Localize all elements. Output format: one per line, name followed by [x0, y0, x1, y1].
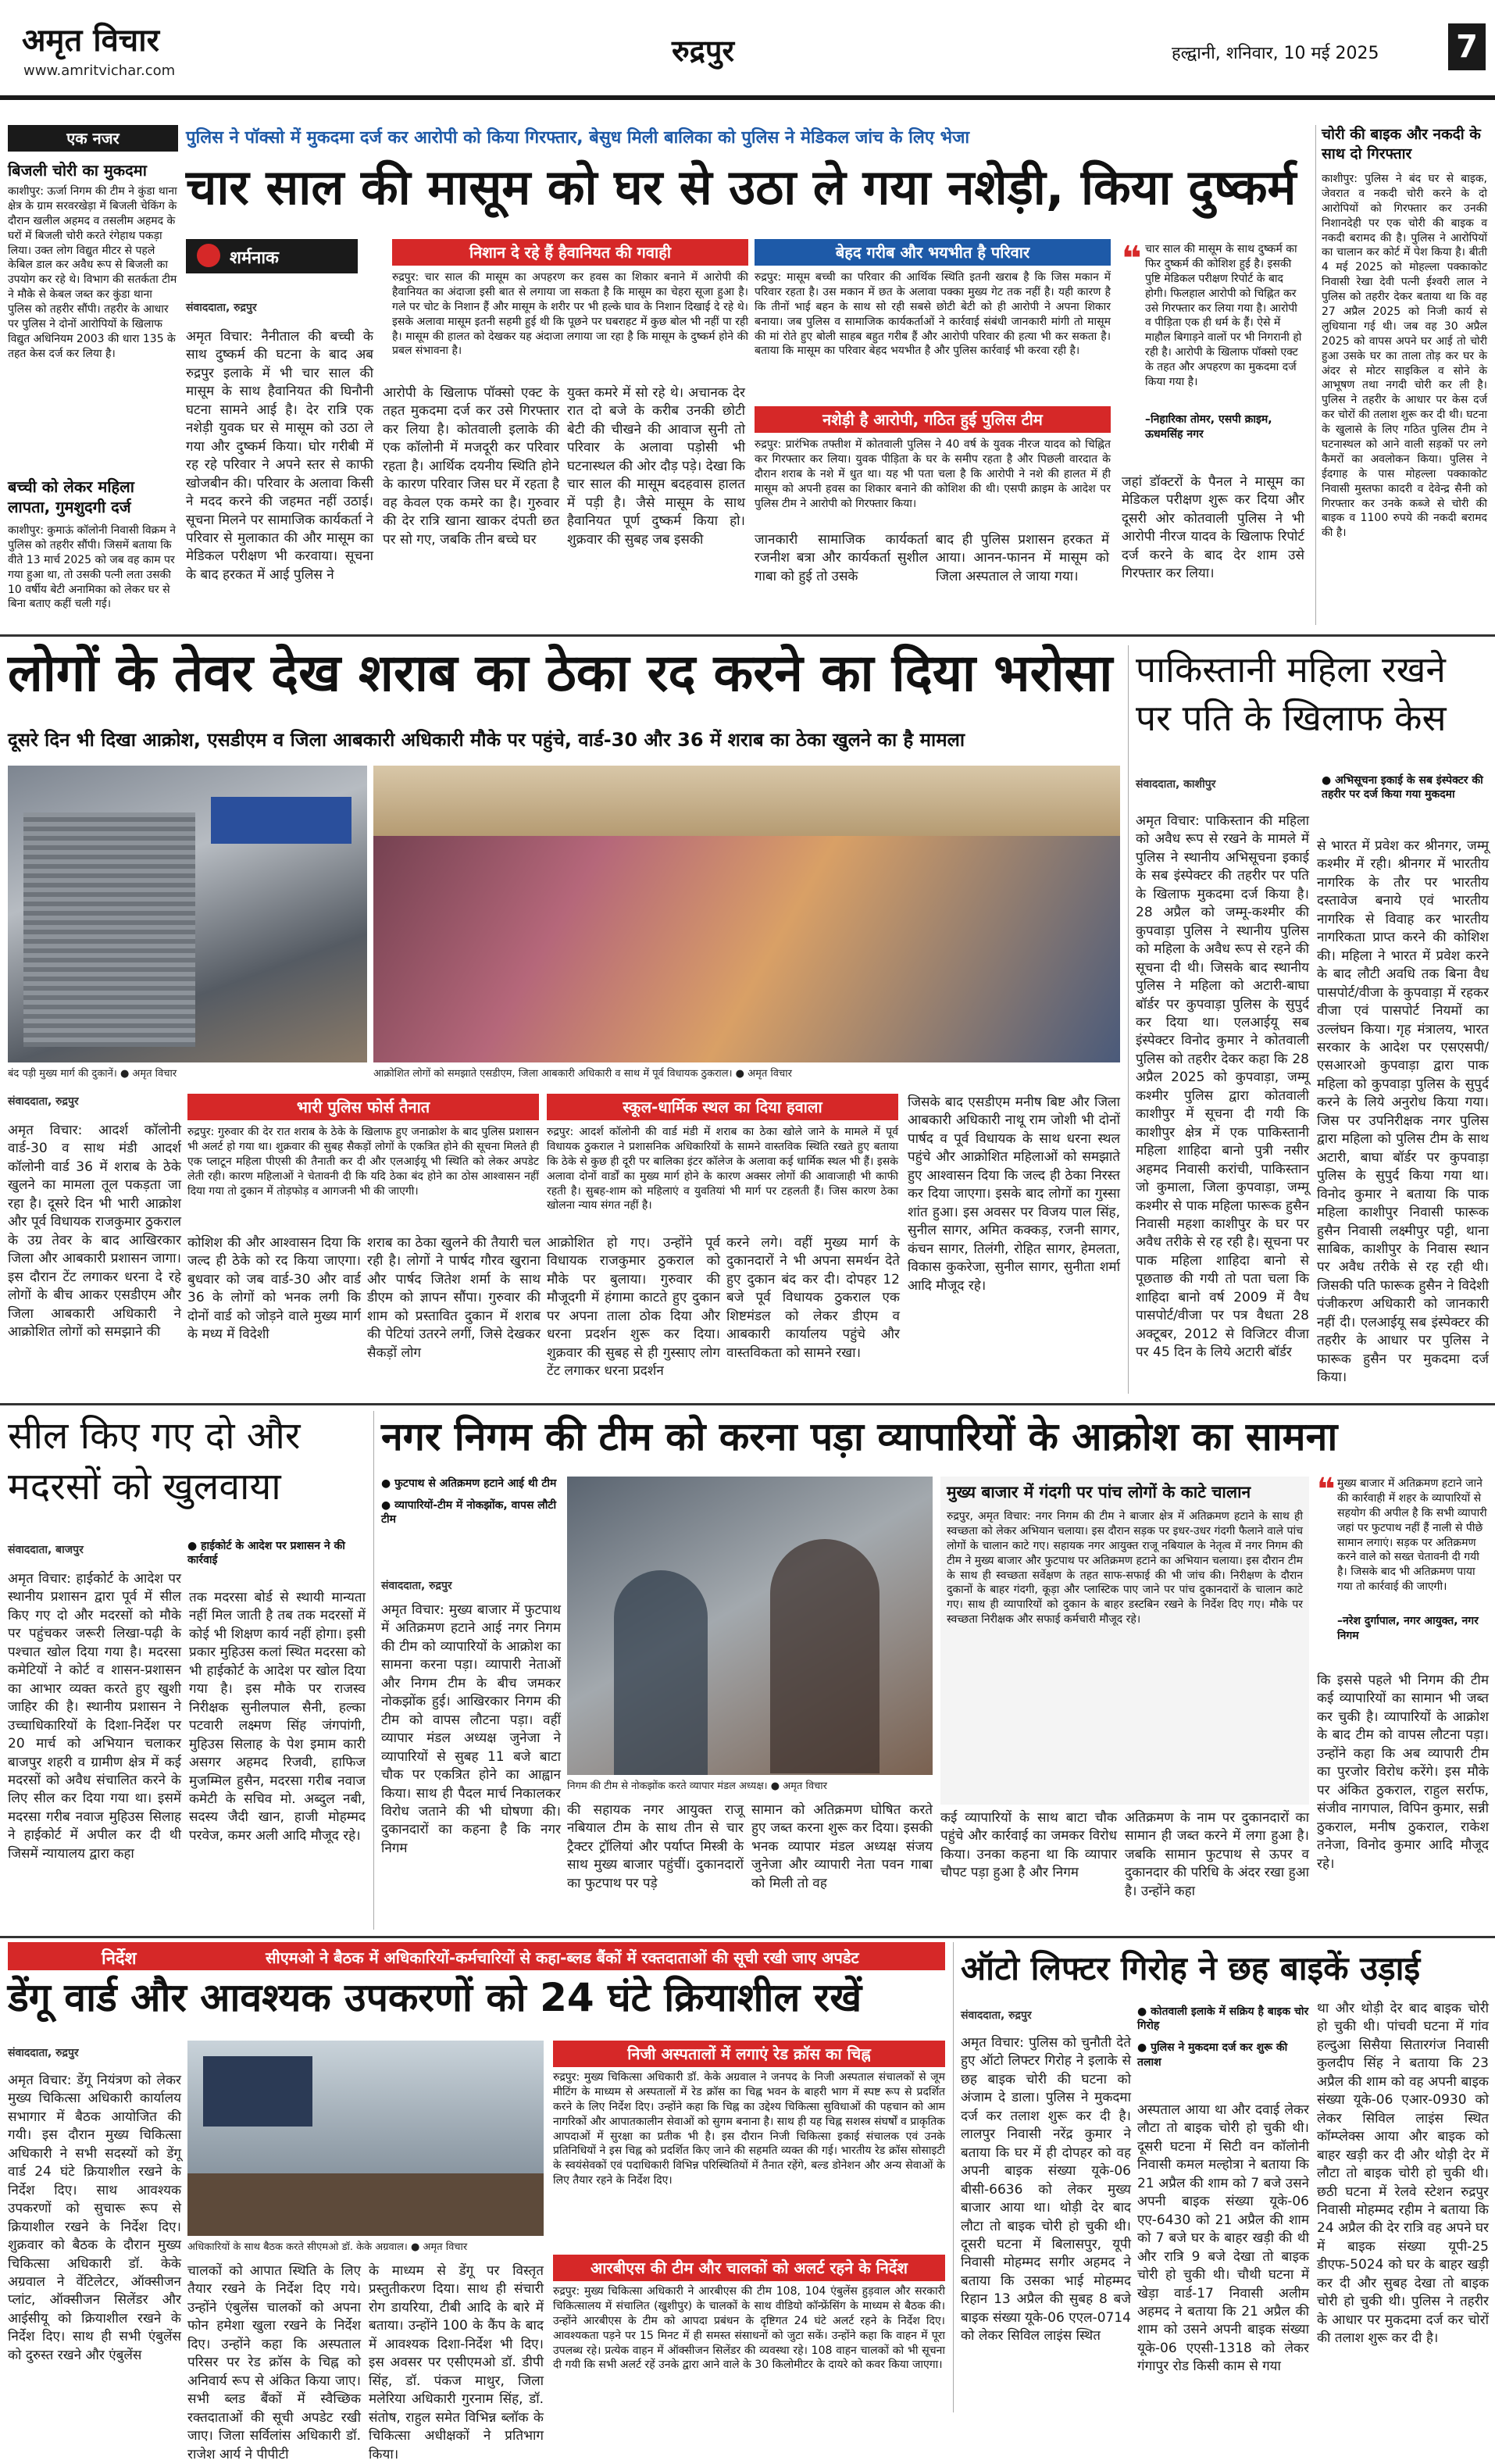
quote-mark-icon: ❝	[1122, 239, 1142, 279]
story-column: था और थोड़ी देर बाद बाइक चोरी हो चुकी थी। पांचवी घटना में गांव हल्दुआ सिसैया सितारगंज निवासी कुलदीप सिंह ने बताया कि 23 अप्रैल की शाम को वह अपनी बाइक संख्या यूके-06 एआर-0930 को लेकर सिविल लाइंस स्थित कॉम्प्लेक्स आया और बाइक को बाहर खड़ी कर दी और थोड़ी देर में लौटा तो बाइक चोरी हो चुकी थी। छठी घटना में रेलवे स्टेशन रुद्रपुर निवासी मोहम्मद रहीम ने बताया कि 24 अप्रैल की देर रात्रि वह अपने घर में बाइक संख्या यूपी-25 डीएफ-5024 को घर के बाहर खड़ी कर दी और सुबह देखा तो बाइक चोरी हो चुकी थी। पुलिस ने तहरीर के आधार पर मुकदमा दर्ज कर चोरों की तलाश शुरू कर दी है।	[1317, 2001, 1489, 2347]
quote-author: –नरेश दुर्गापाल, नगर आयुक्त, नगर निगम	[1337, 1615, 1479, 1642]
subhead-bar: स्कूल-धार्मिक स्थल का दिया हवाला	[547, 1094, 898, 1120]
story-headline: चार साल की मासूम को घर से उठा ले गया नशेड़ी, किया दुष्कर्म	[186, 159, 1297, 216]
subhead-body: रुद्रपुर: मुख्य चिकित्सा अधिकारी डॉ. केके अग्रवाल ने जनपद के निजी अस्पताल संचालकों से जूम मीटिंग के माध्यम से अस्पतालों में रेड क्रॉस का चिह्न भवन के बाहरी भाग में स्पष्ट रूप से प्रदर्शित करने के लिए निर्देश दिए। उन्होंने कहा कि चिह्न का उद्देश्य चिकित्सा सुविधाओं की पहचान को आम नागरिकों और आपातकालीन सेवाओं को सुगम बनाना है। साथ ही यह चिह्न सशस्त्र संघर्षों व प्राकृतिक आपदाओं में सुरक्षा का प्रतीक भी है। इस दौरान निजी चिकित्सा इकाई संचालक एवं उनके प्रतिनिधियों ने इस चिह्न को प्रदर्शित किए जाने की सहमति व्यक्त की गई। भारतीय रेड क्रॉस सोसाइटी के स्वयंसेवकों एवं पदाधिकारी विभिन्न परिस्थितियों में तैनात रहेंगे, बल्ड डोनेशन और अन्य सेवाओं के लिए तैयार रहने के निर्देश दिए।	[553, 2071, 945, 2187]
quote-text: चार साल की मासूम के साथ दुष्कर्म का फिर दुष्कर्म की कोशिश हुई है। इसकी पुष्टि मेडिकल परीक्षण रिपोर्ट के बाद होगी। फिलहाल आरोपी को चिह्नित कर उसे गिरफ्तार कर लिया गया है। आरोपी व पीड़िता एक ही धर्म के हैं। ऐसे में माहौल बिगाड़ने वालों पर भी निगरानी हो रही है। आरोपी के खिलाफ पॉक्सो एक्ट के तहत और अपहरण का मुकदमा दर्ज किया गया है।	[1145, 243, 1302, 389]
photo-caption: निगम की टीम से नोकझोंक करते व्यापार मंडल अध्यक्ष। ● अमृत विचार	[567, 1778, 933, 1795]
story-column: जानकारी सामाजिक कार्यकर्ता रजनीश बत्रा और कार्यकर्ता सुशील गाबा को हुई तो उसके	[755, 532, 928, 584]
subhead-bar: निशान दे रहे हैं हैवानियत की गवाही	[392, 239, 748, 266]
brief-headline: बच्ची को लेकर महिला लापता, गुमशुदगी दर्ज	[8, 477, 134, 516]
story-headline: डेंगू वार्ड और आवश्यक उपकरणों को 24 घंटे क्रियाशील रखें	[8, 1975, 862, 2020]
tag-label: शर्मनाक	[230, 248, 279, 268]
bullet-item	[1137, 2041, 1309, 2069]
section-rule	[0, 1403, 1495, 1405]
story-column: शराब का ठेका खुलने की तैयारी चल रही है। लोगों ने पार्षद गौरव खुराना और पार्षद जितेश शर्मा के साथ डीएम को ज्ञापन सौंपा। गुरुवार की शाम को प्रस्तावित दुकान में शराब की पेटियां उतरने लगीं, जिसे देखकर सैकड़ों लोग	[367, 1235, 541, 1361]
photo-caption: आक्रोशित लोगों को समझाते एसडीएम, जिला आबकारी अधिकारी व साथ में पूर्व विधायक ठुकराल। ● अमृत विचार	[373, 1066, 1120, 1083]
story-column: आक्रोशित हो गए। उन्होंने पूर्व विधायक राजकुमार ठुकराल को मौके पर बुलाया। गुरुवार की मौजूदगी में हंगामा काटते हुए दुकान पर अपना ताला ठोक दिया और धरना प्रदर्शन शुरू कर दिया। शुक्रवार की सुबह से ही गुस्साए लोग टेंट लगाकर धरना प्रदर्शन	[547, 1235, 720, 1380]
bullet-icon: ●	[1137, 2005, 1151, 2018]
story-column: कई व्यापारियों के साथ बाटा चौक पहुंचे और कार्रवाई का जमकर विरोध किया। उनका कहना था कि व्यापार चौपट पड़ा हुआ है और निगम	[940, 1810, 1117, 1881]
bullet-icon: ●	[187, 1540, 198, 1552]
subhead-bar: आरबीएस की टीम और चालकों को अलर्ट रहने के निर्देश	[553, 2255, 945, 2281]
byline: संवाददाता, रुद्रपुर	[186, 302, 257, 314]
story-column: से भारत में प्रवेश कर श्रीनगर, जम्मू कश्मीर में रही। श्रीनगर में भारतीय नागरिक के तौर पर भारतीय दस्तावेज बनाये एवं भारतीय नागरिक से विवाह कर भारतीय नागरिकता प्राप्त करने की कोशिश की। महिला ने भारत में प्रवेश करने के बाद लौटी अवधि तक बिना वैध पासपोर्ट/वीजा के कुपवाड़ा में रहकर वीजा एवं पासपोर्ट नियमों का उल्लंघन किया। गृह मंत्रालय, भारत सरकार के आदेश पर एसएसपी/एसआरओ कुपवाड़ा द्वारा पाक महिला को कुपवाड़ा पुलिस के सुपुर्द करने के लिये अनुरोध किया गया। जिस पर उपनिरीक्षक नगर पुलिस द्वारा महिला को पुलिस टीम के साथ अटारी, बाघा बॉर्डर पर कुपवाड़ा पुलिस के सुपुर्द किया गया था। विनोद कुमार ने बताया कि पाक महिला काशीपुर निवासी फारूक हुसैन निवासी लक्ष्मीपुर पट्टी, थाना साबिक, काशीपुर के निवास स्थान पर अवैध तरीके से रह रही थी। जिसकी पति फारूक हुसैन ने विदेशी पंजीकरण अधिकारी को जानकारी नहीं दी। एलआईयू सब इंस्पेक्टर की तहरीर के आधार पर पुलिस ने फारूक हुसैन पर मुकदमा दर्ज किया।	[1317, 838, 1489, 1386]
brand-logo: अमृत विचार	[22, 22, 159, 59]
quote-box	[1122, 239, 1304, 625]
story-column: अमृत विचार: नैनीताल की बच्ची के साथ दुष्कर्म की घटना के बाद अब रुद्रपुर इलाके में भी चार साल की मासूम के साथ हैवानियत की घिनौनी घटना सामने आई है। देर रात्रि एक नशेड़ी युवक घर से मासूम को उठा ले गया और दुष्कर्म किया। घोर गरीबी में रह रहे परिवार ने अपने स्तर से काफी खोजबीन की। परिवार के अलावा किसी ने मदद करने की जहमत नहीं उठाई। सूचना मिलने पर सामाजिक कार्यकर्ता ने परिवार से मुलाकात की और मासूम का मेडिकल परीक्षण भी करवाया। सूचना के बाद हरकत में आई पुलिस ने	[186, 329, 373, 583]
story-column: अतिक्रमण के नाम पर दुकानदारों का सामान ही जब्त करने में लगा हुआ है। जबकि सामान फुटपाथ से ऊपर व दुकानदार की परिधि के अंदर रखा हुआ है। उन्होंने कहा	[1125, 1810, 1309, 1899]
subhead-bar: बेहद गरीब और भयभीत है परिवार	[755, 239, 1111, 266]
bullet-text: पुलिस ने मुकदमा दर्ज कर शुरू की तलाश	[1137, 2041, 1288, 2069]
section-title: रुद्रपुर	[672, 34, 735, 68]
byline: संवाददाता, रुद्रपुर	[8, 2047, 79, 2059]
subhead-body: रुद्रपुर: प्रारंभिक तफ्तीश में कोतवाली पुलिस ने 40 वर्ष के युवक नीरज यादव को चिह्नित कर गिरफ्तार कर लिया। युवक पीड़िता के घर के समीप रहता है और पिछली वारदात के दौरान शराब के नशे में धुत था। यह भी पता चला है कि आरोपी ने नशे की हालत में ही मासूम को अपनी हवस का शिकार बनाने की कोशिश की थी। एसपी क्राइम के आदेश पर पुलिस टीम ने आरोपी को गिरफ्तार किया।	[755, 438, 1111, 510]
bullet-item	[381, 1477, 561, 1491]
subhead-body: रुद्रपुर: आदर्श कॉलोनी की वार्ड मंडी में शराब का ठेका खोले जाने के मामले में पूर्व विधायक ठुकराल ने प्रशासनिक अधिकारियों के सामने वास्तविक स्थिति रखते हुए बताया कि ठेके से कुछ ही दूरी पर बालिका इंटर कॉलेज के अलावा कई धार्मिक स्थल भी हैं। इसके अलावा दोनों वार्डों का मुख्य मार्ग होने के कारण अक्सर लोगों की आवाजाही भी काफी रहती है। सुबह-शाम को महिलाएं व युवतियां भी मार्ग पर टहलती हैं। जिस कारण ठेका खोलना न्याय संगत नहीं है।	[547, 1126, 898, 1212]
byline: संवाददाता, बाजपुर	[8, 1544, 84, 1556]
byline: संवाददाता, रुद्रपुर	[961, 2009, 1032, 2022]
story-column: कोशिश की और आश्वासन दिया कि जल्द ही ठेके को रद किया जाएगा। बुधवार को जब वार्ड-30 और वार्ड 36 के लोगों को भनक लगी कि दोनों वार्ड को जोड़ने वाले मुख्य मार्ग के मध्य में विदेशी	[187, 1235, 361, 1343]
bullet-point	[187, 1539, 364, 1583]
story-column: अमृत विचार: आदर्श कॉलोनी वार्ड-30 व साथ मंडी आदर्श कॉलोनी वार्ड 36 में शराब के ठेके खुलने का मामला तूल पकड़ता जा रहा है। दूसरे दिन भी भारी आक्रोश और पूर्व विधायक राजकुमार ठुकराल के उग्र तेवर के बाद आखिरकार जिला और आबकारी प्रशासन जागा। इस दौरान टेंट लगाकर धरना दे रहे लोगों के बीच आकर एसडीएम और जिला आबकारी अधिकारी ने आक्रोशित लोगों को समझाने की	[8, 1123, 181, 1340]
date-line: हल्द्वानी, शनिवार, 10 मई 2025	[1172, 44, 1379, 63]
bullet-list	[381, 1477, 561, 1562]
story-column: युक्त कमरे में सो रहे थे। अचानक देर रात दो बजे के करीब उनकी छोटी बेटी की चीखने की आवाज सुनी तो परिवार के अलावा पड़ोसी भी घटनास्थल की ओर दौड़ पड़े। देखा कि चार साल की मासूम बदहवास हालत में पड़ी है। जैसे मासूम के साथ हैवानियत पूर्ण दुष्कर्म किया हो। शुक्रवार की सुबह जब इसकी	[567, 385, 745, 548]
photo-meeting	[187, 2041, 544, 2236]
subhead-body: रुद्रपुर: मासूम बच्ची का परिवार की आर्थिक स्थिति इतनी खराब है कि जिस मकान में परिवार रहता है। उस मकान में छत के अलावा पक्का मुख्य गेट तक नहीं है। यही कारण है कि तीनों भाई बहन के साथ सो रही सबसे छोटी बेटी को ही आरोपी ने अपना शिकार बनाया। जब पुलिस व सामाजिक कार्यकर्ताओं ने कार्रवाई संबंधी जानकारी मांगी तो मासूम की मां रोते हुए बोली साहब बहुत गरीब हैं और आरोपी परिवार की हत्या भी कर सकता है। बताया कि मासूम का परिवार बेहद भयभीत है और पुलिस कार्रवाई भी करवा रही है।	[755, 271, 1111, 358]
screen	[203, 2056, 312, 2127]
column-divider	[1315, 125, 1316, 625]
masthead-rule	[0, 95, 1495, 100]
byline: संवाददाता, रुद्रपुर	[381, 1580, 452, 1592]
bullet-list	[1137, 2005, 1309, 2091]
box-body: रुद्रपुर, अमृत विचार: नगर निगम की टीम ने बाजार क्षेत्र में अतिक्रमण हटाने के साथ ही स्वच्छता को लेकर अभियान चलाया। इस दौरान सड़क पर इधर-उधर गंदगी फैलाने वाले पांच लोगों के चालान काटे गए। सहायक नगर आयुक्त राजू नबियाल के नेतृत्व में नगर निगम की टीम ने मुख्य बाजार और फुटपाथ पर अतिक्रमण हटाने का अभियान चलाया। इस दौरान टीम के साथ ही स्वच्छता सर्वेक्षण के तहत साफ-सफाई की भी जांच की। निरीक्षण के दौरान दुकानों के बाहर गंदगी, कूड़ा और प्लास्टिक पाए जाने पर पांच दुकानदारों के चालान काटे गए। साथ ही व्यापारियों को दुकान के बाहर डस्टबिन रखने के निर्देश दिए गए। मौके पर स्वच्छता निरीक्षक और सफाई कर्मचारी मौजूद रहे।	[947, 1510, 1303, 1627]
box-headline: मुख्य बाजार में गंदगी पर पांच लोगों के काटे चालान	[947, 1483, 1251, 1502]
photo-protest	[373, 766, 1120, 1062]
side-body: काशीपुर: पुलिस ने बंद घर से बाइक, जेवरात व नकदी चोरी करने के दो आरोपियों को गिरफ्तार कर उनकी निशानदेही पर एक चोरी की बाइक व नकदी बरामद की है। पुलिस ने आरोपियों का चालान कर कोर्ट में पेश किया है। बीती 4 मई 2025 को मोहल्ला पक्काकोट निवासी रेखा देवी पत्नी ईश्वरी लाल ने पुलिस को तहरीर देकर बताया था कि वह 27 अप्रैल 2025 को निजी कार्य से लुधियाना गई थी। जब वह 30 अप्रैल 2025 को वापस अपने घर आई तो चोरी हुआ उसके घर का ताला तोड़ कर घर के अंदर से मोटर साइकिल व सोने के आभूषण तथा नगदी चोरी कर ली है। पुलिस ने तहरीर के आधार पर केस दर्ज कर चोरों की तलाश शुरू कर दी थी। घटना के खुलासे के लिए गठित पुलिस टीम ने घटनास्थल को आने वाली सड़कों पर लगे कैमरों का अवलोकन किया। पुलिस ने ईदगाह के पास मोहल्ला पक्काकोट निवासी मुस्तफा कादरी व देवेन्द्र सैनी को गिरफ्तार कर उनके कब्जे से चोरी की बाइक व 1100 रुपये की नकदी बरामद की है।	[1322, 173, 1487, 540]
subhead-bar: नशेड़ी है आरोपी, गठित हुई पुलिस टीम	[755, 406, 1111, 433]
quote-mark-icon: ❝	[1317, 1472, 1336, 1508]
photo-traders-argument	[567, 1477, 933, 1775]
bullet-icon: ●	[381, 1477, 395, 1490]
story-headline: सील किए गए दो और मदरसों को खुलवाया	[8, 1414, 301, 1509]
subhead-body: रुद्रपुर: मुख्य चिकित्सा अधिकारी ने आरबीएस की टीम 108, 104 एंबुलेंस हुड़वाल और सरकारी चिकित्सालय में संचालित (खुशीपुर) के चालकों के साथ वीडियो कॉन्फ्रेंसिंग के माध्यम से बैठक की। उन्होंने आरबीएस के टीम को आपदा प्रबंधन के दृष्टिगत 24 घंटे अलर्ट रहने के निर्देश दिए। आवश्यकता पड़ने पर 15 मिनट में ही समस्त संसाधनों को जुटा सकें। उन्होंने कहा कि वाहन में पूरा उपलब्ध रहे। प्रत्येक वाहन में ऑक्सीजन सिलेंडर की व्यवस्था रहे। 108 वाहन चालकों को भी सूचना दी गयी कि सभी अलर्ट रहें उनके द्वारा आने वाले के 30 किलोमीटर के दायरे को कवर किया जाएगा।	[553, 2285, 945, 2372]
subhead-body: रुद्रपुर: गुरुवार की देर रात शराब के ठेके के खिलाफ हुए जनाक्रोश के बाद पुलिस प्रशासन भी अलर्ट हो गया था। शुक्रवार की सुबह सैकड़ों लोगों के एकत्रित होने की सूचना मिलते ही एक प्लाटून महिला पीएसी की तैनाती कर दी और एलआईयू भी स्थिति को लेकर अपडेट लेती रही। कारण महिलाओं ने चेतावनी दी कि यदि ठेका बंद होने का ठोस आश्वासन नहीं दिया गया तो दुकान में तोड़फोड़ व आगजनी भी की जाएगी।	[187, 1126, 539, 1198]
story-column: अमृत विचार: पाकिस्तान की महिला को अवैध रूप से रखने के मामले में पुलिस ने स्थानीय अभिसूचना इकाई के सब इंस्पेक्टर की तहरीर पर पति के खिलाफ मुकदमा दर्ज किया है। 28 अप्रैल को जम्मू-कश्मीर की कुपवाड़ा पुलिस ने स्थानीय पुलिस को महिला के अवैध रूप से रहने की सूचना दी थी। जिसके बाद स्थानीय पुलिस ने महिला को अटारी-बाघा बॉर्डर पर कुपवाड़ा पुलिस के सुपुर्द कर दिया था। एलआईयू सब इंस्पेक्टर विनोद कुमार ने कोतवाली पुलिस को तहरीर देकर कहा कि 28 अप्रैल 2025 को कुपवाड़ा, जम्मू कश्मीर पुलिस द्वारा कोतवाली काशीपुर में सूचना दी गयी कि काशीपुर क्षेत्र में एक पाकिस्तानी महिला शाहिदा बानो पुत्री नसीर अहमद निवासी करांची, पाकिस्तान जो कुमाला, जिला कुपवाड़ा, जम्मू कश्मीर से पाक महिला फारूक हुसैन निवासी महशा काशीपुर के घर पर अवैध तरीके से रह रही है। सूचना पर पाक महिला शाहिदा बानो से पूछताछ की गयी तो पता चला कि शाहिदा बानो वर्ष 2009 में वैध पासपोर्ट/वीजा पर पत्र वैधता 28 अक्टूबर, 2012 से विजिटर वीजा पर 45 दिन के लिये अटारी बॉर्डर	[1136, 813, 1309, 1361]
story-column: अमृत विचार: पुलिस को चुनौती देते हुए ऑटो लिफ्टर गिरोह ने इलाके से छह बाइक चोरी की घटना को अंजाम दे डाला। पुलिस ने मुकदमा दर्ज कर तलाश शुरू कर दी है। लालपुर निवासी नरेंद्र कुमार ने बताया कि घर में ही दोपहर को वह अपनी बाइक संख्या यूके-06 बीसी-6636 को लेकर मुख्य बाजार आया था। थोड़ी देर बाद लौटा तो बाइक चोरी हो चुकी थी। दूसरी घटना में बिलासपुर, यूपी निवासी मोहम्मद सगीर अहमद ने बताया कि उसका भाई मोहम्मद रिहान 13 अप्रैल की सुबह 8 बजे बाइक संख्या यूके-06 एएल-0714 को लेकर सिविल लाइंस स्थित	[961, 2035, 1131, 2344]
side-headline: चोरी की बाइक और नकदी के साथ दो गिरफ्तार	[1322, 126, 1481, 162]
masthead	[0, 0, 1495, 102]
story-column: अमृत विचार: हाईकोर्ट के आदेश पर स्थानीय प्रशासन द्वारा पूर्व में सील किए गए दो और मदरसों को मौके पर पहुंचकर जरूरी लिखा-पढ़ी के पश्चात खोल दिया गया है। मदरसा कमेटियों ने कोर्ट व शासन-प्रशासन का आभार व्यक्त करते हुए खुशी जाहिर की है। स्थानीय प्रशासन ने उच्चाधिकारियों के दिशा-निर्देश पर 20 मार्च को अभियान चलाकर बाजपुर शहरी व ग्रामीण क्षेत्र में कई मदरसों को अवैध संचालित करने के लिए सील कर दिया गया था। इसमें मदरसा गरीब नवाज मुहिउस सिलाह ने हाईकोर्ट में अपील कर दी थी जिसमें न्यायालय द्वारा कहा	[8, 1571, 181, 1862]
brief-body: काशीपुर: ऊर्जा निगम की टीम ने कुंडा थाना क्षेत्र के ग्राम सरवरखेड़ा में बिजली चेकिंग के दौरान खलील अहमद व तसलीम अहमद के घरों में बिजली चोरी करते रंगेहाथ पकड़ा लिया। उक्त लोग विद्युत मीटर से पहले केबिल डाल कर अवैध रूप से बिजली का उपयोग कर रहे थे। विभाग की सतर्कता टीम ने मौके से केबल जब्त कर कुंडा थाना पुलिस को तहरीर सौंपी। तहरीर के आधार पर पुलिस ने दोनों आरोपियों के खिलाफ विद्युत अधिनियम 2003 की धारा 135 के तहत केस दर्ज कर लिया है।	[8, 185, 177, 360]
story-column: सामान को अतिक्रमण घोषित करते हुए जब्त करना शुरू कर दिया। इसकी भनक व्यापार मंडल अध्यक्ष संजय जुनेजा और व्यापारी नेता पवन गाबा को मिली तो वह	[751, 1802, 933, 1891]
bullet-point	[1322, 773, 1487, 828]
info-box	[940, 1477, 1309, 1805]
person-silhouette	[770, 1539, 880, 1773]
bullet-icon: ●	[381, 1499, 395, 1512]
story-column: अमृत विचार: मुख्य बाजार में फुटपाथ में अतिक्रमण हटाने आई नगर निगम की टीम को व्यापारियों के आक्रोश का सामना करना पड़ा। व्यापारी नेताओं और निगम टीम के बीच जमकर नोकझोंक हुई। आखिरकार निगम की टीम को वापस लौटना पड़ा। वहीं व्यापार मंडल अध्यक्ष जुनेजा ने व्यापारियों से सुबह 11 बजे बाटा चौक पर एकत्रित होने का आह्वान किया। साथ ही पैदल मार्च निकालकर विरोध जताने की भी घोषणा की। दुकानदारों का कहना है कि नगर निगम	[381, 1602, 561, 1856]
story-column: जहां डॉक्टरों के पैनल ने मासूम का मेडिकल परीक्षण शुरू कर दिया और दूसरी ओर कोतवाली पुलिस ने भी आरोपी नीरज यादव के खिलाफ रिपोर्ट दर्ज करने के बाद देर शाम उसे गिरफ्तार कर लिया।	[1122, 474, 1304, 582]
photo-shops-closed	[8, 766, 367, 1062]
byline: संवाददाता, काशीपुर	[1136, 778, 1216, 791]
story-headline: ऑटो लिफ्टर गिरोह ने छह बाइकें उड़ाई	[961, 1949, 1421, 1987]
bullet-text: फुटपाथ से अतिक्रमण हटाने आई थी टीम	[394, 1477, 557, 1490]
column-divider	[1128, 645, 1129, 1394]
story-column: के माध्यम से डेंगू पर विस्तृत प्रस्तुतीकरण दिया। साथ ही संचारी रोग डायरिया, टीबी आदि के बारे में बताया। उन्होंने 100 के कैंप के बाद में आवश्यक दिशा-निर्देश भी दिए। इस अवसर पर एसीएमओ डॉ. डीपी सिंह, डॉ. पंकज माथुर, जिला मलेरिया अधिकारी गुरनाम सिंह, डॉ. संतोष, राहुल समेत विभिन्न ब्लॉक के चिकित्सा अधीक्षकों ने प्रतिभाग किया।	[369, 2263, 544, 2462]
story-column: कि इससे पहले भी निगम की टीम कई व्यापारियों का सामान भी जब्त कर चुकी है। व्यापारियों के आक्रोश के बाद टीम को वापस लौटना पड़ा। उन्होंने कहा कि अब व्यापारी टीम का पुरजोर विरोध करेंगे। इस मौके पर अंकित ठुकराल, राहुल सर्राफ, संजीव नागपाल, विपिन कुमार, सन्नी ठुकराल, मनीष ठुकराल, राकेश तनेजा, विनोद कुमार आदि मौजूद रहे।	[1317, 1673, 1489, 1872]
subhead-bar: भारी पुलिस फोर्स तैनात	[187, 1094, 539, 1120]
section-label: निर्देश	[102, 1949, 137, 1969]
bullet-item	[1137, 2005, 1309, 2033]
person-silhouette	[614, 1570, 708, 1775]
subhead-body: रुद्रपुर: चार साल की मासूम का अपहरण कर हवस का शिकार बनाने में आरोपी की हैवानियत का अंदाजा इसी बात से लगाया जा सकता है कि मासूम का चेहरा सूजा हुआ है। गले पर चोट के निशान हैं और मासूम के शरीर पर भी हल्के घाव के निशान दिखाई दे रहे थे। इसके अलावा मासूम इतनी सहमी हुई थी कि पूछने पर घबराहट में कुछ बोल भी नहीं पा रही है। मासूम की हालत को देखकर यह अंदाजा लगाया जा रहा है कि मासूम के दुष्कर्म होने की प्रबल संभावना है।	[392, 271, 748, 358]
section-strip	[8, 1942, 945, 1970]
brief-headline: बिजली चोरी का मुकदमा	[8, 161, 147, 180]
story-column: की सहायक नगर आयुक्त राजू नबियाल टीम के साथ तीन से चार ट्रैक्टर ट्रॉलियां और पर्याप्त मिस्त्री के साथ मुख्य बाजार पहुंचीं। दुकानदारों का फुटपाथ पर पड़े	[567, 1802, 744, 1891]
side-story	[1322, 125, 1487, 625]
story-column: करने लगे। वहीं मुख्य मार्ग के दुकानदारों ने भी अपना समर्थन देते हुए दुकान बंद कर दी। दोपहर 12 बजे पूर्व विधायक ठुकराल एक शिष्टमंडल को लेकर डीएम व आबकारी कार्यालय पहुंचे और वास्तविकता को सामने रखा।	[726, 1235, 900, 1361]
bullet-icon: ●	[1137, 2041, 1151, 2055]
brand-url[interactable]: www.amritvichar.com	[23, 62, 176, 79]
story-tag	[186, 239, 358, 273]
story-column: तक मदरसा बोर्ड से स्थायी मान्यता नहीं मिल जाती है तब तक मदरसों में कोई भी शिक्षण कार्य नहीं होगा। इसी प्रकार मुहिउस कलां स्थित मदरसा को भी हाईकोर्ट के आदेश पर खोल दिया गया है। इस मौके पर राजस्व निरीक्षक सुनीलपाल सैनी, हल्का पटवारी लक्ष्मण सिंह जंगपांगी, मुहिउस सिलाह के पेश इमाम कारी असगर अहमद रिजवी, हाफिज मुजम्मिल हुसैन, मदरसा गरीब नवाज कमेटी के सचिव मो. अब्दुल नबी, सदस्य जैदी खान, हाजी मोहम्मद परवेज, कमर अली आदि मौजूद रहे।	[189, 1590, 366, 1844]
story-column: अस्पताल आया था और दवाई लेकर लौटा तो बाइक चोरी हो चुकी थी। दूसरी घटना में सिटी वन कॉलोनी निवासी कमल मल्होत्रा ने बताया कि 21 अप्रैल की शाम को 7 बजे उसने अपनी बाइक संख्या यूके-06 एए-6430 को 21 अप्रैल की शाम को 7 बजे घर के बाहर खड़ी की थी और रात्रि 9 बजे देखा तो बाइक चोरी हो चुकी थी। चौथी घटना में खेड़ा वार्ड-17 निवासी अलीम अहमद ने बताया कि 21 अप्रैल की शाम को उसने अपनी बाइक संख्या यूके-06 एएसी-1318 को लेकर गंगापुर रोड किसी काम से गया	[1137, 2102, 1309, 2375]
column-divider	[953, 1942, 954, 2412]
story-kicker: दूसरे दिन भी दिखा आक्रोश, एसडीएम व जिला आबकारी अधिकारी मौके पर पहुंचे, वार्ड-30 और 36 में शराब का ठेका खुलने का है मामला	[8, 729, 965, 751]
story-column: अमृत विचार: डेंगू नियंत्रण को लेकर मुख्य चिकित्सा अधिकारी कार्यालय सभागार में बैठक आयोजित की गयी। इस दौरान मुख्य चिकित्सा अधिकारी ने सभी सदस्यों को डेंगू वार्ड 24 घंटे क्रियाशील रखने के निर्देश दिए। साथ आवश्यक उपकरणों को सुचारू रूप से क्रियाशील रखने के निर्देश दिए। शुक्रवार को बैठक के दौरान मुख्य चिकित्सा अधिकारी डॉ. केके अग्रवाल ने वेंटिलेटर, ऑक्सीजन प्लांट, ऑक्सीजन सिलेंडर और आईसीयू को क्रियाशील रखने के निर्देश दिए। साथ ही सभी एंबुलेंस को दुरुस्त रखने और एंबुलेंस	[8, 2073, 181, 2363]
story-headline: लोगों के तेवर देख शराब का ठेका रद करने का दिया भरोसा	[8, 643, 1113, 703]
bullet-text: हाईकोर्ट के आदेश पर प्रशासन ने की कार्रवाई	[187, 1540, 345, 1567]
story-kicker: पुलिस ने पॉक्सो में मुकदमा दर्ज कर आरोपी को किया गिरफ्तार, बेसुध मिली बालिका को पुलिस ने मेडिकल जांच के लिए भेजा	[186, 128, 970, 148]
quote-text: मुख्य बाजार में अतिक्रमण हटाने जाने की कार्रवाही में शहर के व्यापारियों से सहयोग की अपील है कि सभी व्यापारी जहां पर फुटपाथ नहीं हैं नाली से पीछे सामान लगाएं। सड़क पर अतिक्रमण करने वाले को सख्त चेतावनी दी गयी है। जिसके बाद भी अतिक्रमण पाया गया तो कार्रवाई की जाएगी।	[1337, 1477, 1487, 1594]
section-rule	[0, 634, 1495, 637]
photo-caption: अधिकारियों के साथ बैठक करते सीएमओ डॉ. केके अग्रवाल। ● अमृत विचार	[187, 2239, 544, 2256]
story-column: चालकों को आपात स्थिति के लिए तैयार रखने के निर्देश दिए गये। उन्होंने एंबुलेंस चालकों को अपना फोन हमेशा खुला रखने के निर्देश दिए। उन्होंने कहा कि अस्पताल परिसर पर रेड क्रॉस के चिह्न को अनिवार्य रूप से अंकित किया जाए। सभी ब्लड बैंकों में स्वैच्छिक रक्तदाताओं की सूची अपडेट रखी जाए। जिला सर्विलांस अधिकारी डॉ. राजेश आर्य ने पीपीटी	[187, 2263, 361, 2462]
shop-board	[211, 797, 351, 844]
mic-icon	[197, 244, 220, 267]
column-divider	[373, 1411, 374, 1930]
page-number: 7	[1448, 23, 1486, 70]
photo-caption: बंद पड़ी मुख्य मार्ग की दुकानें। ● अमृत विचार	[8, 1066, 367, 1083]
byline: संवाददाता, रुद्रपुर	[8, 1095, 79, 1108]
story-column: जिसके बाद एसडीएम मनीष बिष्ट और जिला आबकारी अधिकारी नाथू राम जोशी भी दोनों पार्षद व पूर्व विधायक के साथ धरना स्थल पहुंचे और आक्रोशित महिलाओं को समझाते हुए आश्वासन दिया कि जल्द ही ठेका निरस्त कर दिया जाएगा। इसके बाद लोगों का गुस्सा शांत हुआ। इस अवसर पर विजय पाल सिंह, सुनील सागर, अमित कक्कड़, रजनी सागर, कंचन सागर, तिलंगी, रोहित सागर, हेमलता, विकास कुकरेजा, सुनील सागर, सुनीता शर्मा आदि मौजूद रहे।	[908, 1095, 1120, 1294]
brief-body: काशीपुर: कुमाऊं कॉलोनी निवासी विक्रम ने पुलिस को तहरीर सौंपी। जिसमें बताया कि वीते 13 मार्च 2025 को जब वह काम पर गया हुआ था, तो उसकी पत्नी लता उसकी 10 वर्षीय बेटी अनामिका को लेकर घर से बिना बताए कहीं चली गई।	[8, 524, 177, 611]
bullet-text: व्यापारियों-टीम में नोकझोंक, वापस लौटी टीम	[381, 1499, 557, 1527]
bullet-icon: ●	[1322, 774, 1332, 787]
quote-author: –निहारिका तोमर, एसपी क्राइम, ऊधमसिंह नगर	[1145, 413, 1272, 441]
quote-box	[1317, 1472, 1489, 1664]
bullet-item	[381, 1498, 561, 1527]
story-column: आरोपी के खिलाफ पॉक्सो एक्ट के तहत मुकदमा दर्ज कर उसे गिरफ्तार कर लिया है। कोतवाली इलाके की एक कॉलोनी में मजदूरी कर परिवार रहता है। आर्थिक दयनीय स्थिति होने के कारण परिवार जिस घर में रहता है वह केवल एक कमरे का है। गुरुवार की देर रात्रि खाना खाकर दंपती छत पर सो गए, जबकि तीन बच्चे घर	[383, 385, 559, 548]
bullet-text: अभिसूचना इकाई के सब इंस्पेक्टर की तहरीर पर दर्ज किया गया मुकदमा	[1322, 774, 1483, 802]
ek-nazar-column	[8, 125, 178, 625]
story-headline: पाकिस्तानी महिला रखने पर पति के खिलाफ केस	[1136, 648, 1447, 740]
ek-nazar-label: एक नजर	[8, 125, 178, 152]
subhead-bar: निजी अस्पतालों में लगाएं रेड क्रॉस का चिह्न	[553, 2041, 945, 2067]
story-kicker: सीएमओ ने बैठक में अधिकारियों-कर्मचारियों से कहा-ब्लड बैंकों में रक्तदाताओं की सूची रखी जाए अपडेट	[266, 1948, 859, 1967]
bullet-text: कोतवाली इलाके में सक्रिय है बाइक चोर गिरोह	[1137, 2005, 1309, 2033]
story-headline: नगर निगम की टीम को करना पड़ा व्यापारियों के आक्रोश का सामना	[381, 1414, 1338, 1459]
shutter	[23, 812, 195, 1047]
tent-canopy	[373, 766, 1120, 836]
section-rule	[0, 1936, 1495, 1938]
table	[187, 2173, 544, 2236]
story-column: बाद ही पुलिस प्रशासन हरकत में आया। आनन-फानन में मासूम को जिला अस्पताल ले जाया गया।	[936, 532, 1109, 584]
